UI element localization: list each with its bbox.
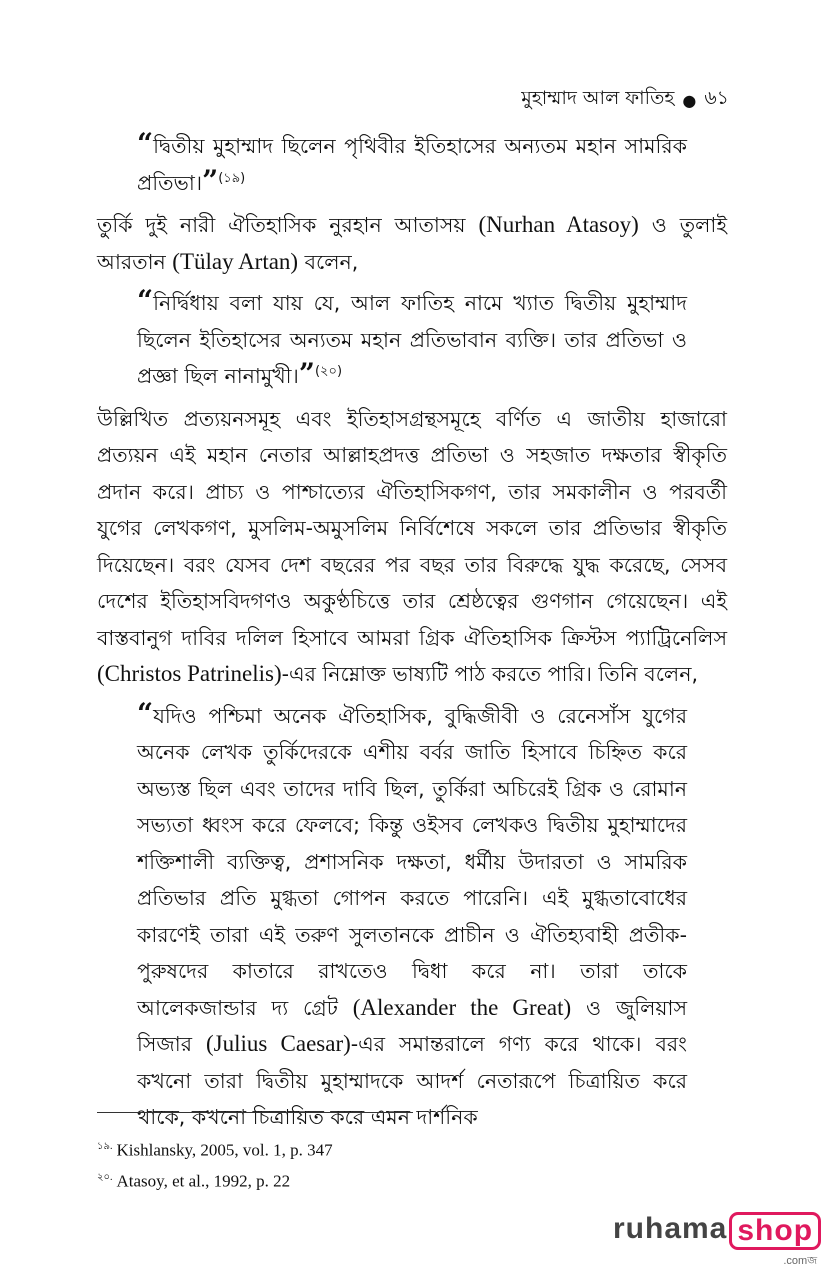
paragraph-2-text-2: -এর নিম্নোক্ত ভাষ্যটি পাঠ করতে পারি। তিনি বলেন,	[281, 662, 698, 686]
footnote-text: Atasoy, et al., 1992, p. 22	[116, 1171, 291, 1191]
paragraph-2	[97, 401, 727, 693]
paragraph-1-text-3: বলেন,	[298, 249, 359, 274]
quote-3-text-3: -এর সমান্তরালে গণ্য করে থাকে। বরং কখনো তারা দ্বিতীয় মুহাম্মাদকে আদর্শ নেতারূপে চিত্রায়িত করে থাকে, কখনো চিত্রায়িত করে এমন দার্শনিক	[137, 1032, 688, 1129]
close-quote-icon: ”	[298, 357, 315, 390]
close-quote-icon: ”	[202, 163, 219, 197]
header-title: মুহাম্মাদ আল ফাতিহ	[521, 87, 675, 109]
footnote-ref-20[interactable]: (২০)	[314, 364, 343, 380]
logo-domain-suffix: .comজ	[783, 1255, 818, 1267]
footnote-marker: ২০.	[97, 1171, 113, 1183]
paragraph-1	[97, 207, 727, 280]
paragraph-2-text: উল্লিখিত প্রত্যয়নসমূহ এবং ইতিহাসগ্রন্থসমূহে বর্ণিত এ জাতীয় হাজারো প্রত্যয়ন এই মহান নেতার আল্লাহপ্রদত্ত প্রতিভা ও সহজাত দক্ষতার স্বীকৃতি প্রদান করে। প্রাচ্য ও পাশ্চাত্যের ঐতিহাসিকগণ, তার সমকালীন ও পরবর্তী যুগের লেখকগণ, মুসলিম-অমুসলিম নির্বিশেষে সকলে তার প্রতিভার স্বীকৃতি দিয়েছেন। বরং যেসব দেশ বছরের পর বছর তার বিরুদ্ধে যুদ্ধ করেছে, সেসব দেশের ইতিহাসবিদগণও অকুণ্ঠচিত্তে তার শ্রেষ্ঠত্বের গুণগান গেয়েছেন। এই বাস্তবানুগ দাবির দলিল হিসাবে আমরা গ্রিক ঐতিহাসিক ক্রিস্টস প্যাট্রিনেলিস	[97, 406, 727, 650]
page-body	[97, 128, 727, 1142]
footnotes	[97, 1133, 333, 1194]
block-quote-2	[137, 285, 687, 395]
footnote-20	[97, 1164, 333, 1195]
page-number: ৬১	[704, 87, 729, 109]
logo-shop-badge: shop	[729, 1212, 821, 1250]
logo-brand-text: ruhama	[613, 1212, 728, 1245]
name-christos-patrinelis: (Christos Patrinelis)	[97, 661, 282, 686]
name-nurhan-atasoy: (Nurhan Atasoy)	[478, 212, 639, 237]
paragraph-1-text: তুর্কি দুই নারী ঐতিহাসিক নুরহান আতাসয়	[97, 213, 479, 237]
name-julius-caesar: (Julius Caesar)	[205, 1031, 351, 1056]
block-quote-1	[137, 128, 687, 201]
paragraph-1-text-2: ও তুলাই আরতান	[97, 213, 728, 274]
footnote-text: Kishlansky, 2005, vol. 1, p. 347	[116, 1140, 333, 1160]
running-header	[521, 84, 729, 116]
open-quote-icon: “	[137, 696, 154, 730]
open-quote-icon: “	[137, 127, 154, 160]
ruhamashop-logo	[613, 1212, 821, 1267]
quote-3-text: যদিও পশ্চিমা অনেক ঐতিহাসিক, বুদ্ধিজীবী ও রেনেসাঁস যুগের অনেক লেখক তুর্কিদেরকে এশীয় বর্বর জাতি হিসাবে চিহ্নিত করে অভ্যস্ত ছিল এবং তাদের দাবি ছিল, তুর্কিরা অচিরেই গ্রিক ও রোমান সভ্যতা ধ্বংস করে ফেলবে; কিন্তু ওইসব লেখকও দ্বিতীয় মুহাম্মাদের শক্তিশালী ব্যক্তিত্ব, প্রশাসনিক দক্ষতা, ধর্মীয় উদারতা ও সামরিক প্রতিভার প্রতি মুগ্ধতা গোপন করতে পারেনি। এই মুগ্ধতাবোধের কারণেই তারা এই তরুণ সুলতানকে প্রাচীন ও ঐতিহ্যবাহী প্রতীক-পুরুষদের কাতারে রাখতেও দ্বিধা করে না। তারা তাকে আলেকজান্ডার দ্য গ্রেট	[137, 703, 687, 1020]
footnote-marker: ১৯.	[97, 1141, 113, 1152]
open-quote-icon: “	[137, 284, 154, 317]
quote-2-text: নির্দ্বিধায় বলা যায় যে, আল ফাতিহ নামে খ্যাত দ্বিতীয় মুহাম্মাদ ছিলেন ইতিহাসের অন্যতম মহান প্রতিভাবান ব্যক্তি। তার প্রতিভা ও প্রজ্ঞা ছিল নানামুখী।	[137, 291, 687, 388]
quote-1-text: দ্বিতীয় মুহাম্মাদ ছিলেন পৃথিবীর ইতিহাসের অন্যতম মহান সামরিক প্রতিভা।	[137, 134, 687, 195]
footnote-divider	[97, 1112, 413, 1113]
quote-3-text-2: ও জুলিয়াস সিজার	[137, 995, 687, 1056]
footnote-19	[97, 1133, 333, 1164]
footnote-ref-19[interactable]: (১৯)	[218, 170, 246, 186]
bullet-separator-icon: ●	[682, 90, 697, 110]
name-tulay-artan: (Tülay Artan)	[172, 248, 299, 274]
block-quote-3	[137, 698, 687, 1136]
name-alexander-the-great: (Alexander the Great)	[352, 994, 572, 1020]
